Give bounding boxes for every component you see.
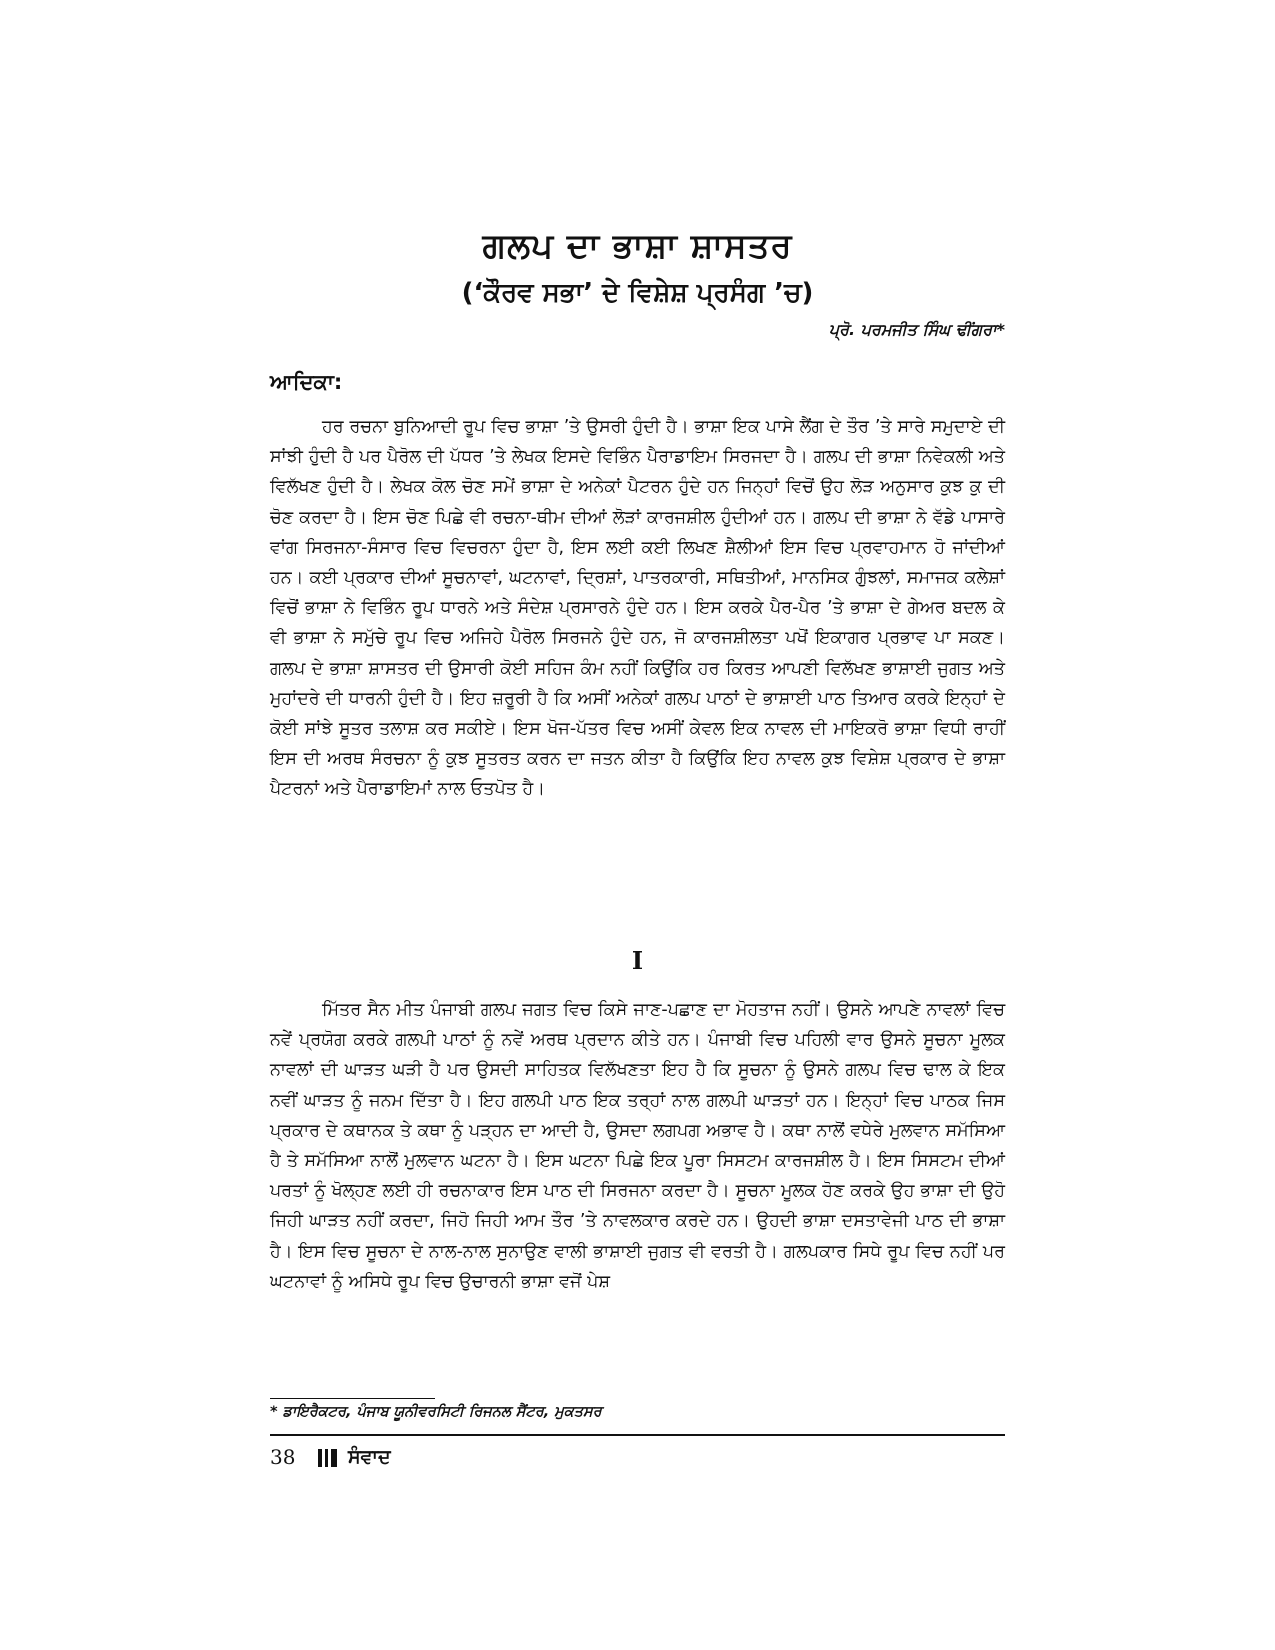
section-heading-intro: ਆਦਿਕਾ: — [270, 370, 343, 394]
article-subtitle: (‘ਕੌਰਵ ਸਭਾ’ ਦੇ ਵਿਸ਼ੇਸ਼ ਪ੍ਰਸੰਗ ’ਚ) — [461, 278, 814, 308]
article-title: ਗਲਪ ਦਾ ਭਾਸ਼ਾ ਸ਼ਾਸਤਰ — [482, 226, 793, 266]
author-name: ਪ੍ਰੋ. ਪਰਮਜੀਤ ਸਿੰਘ ਢੀਂਗਰਾ* — [828, 320, 1005, 339]
journal-mark-icon — [318, 1449, 340, 1467]
section-paragraph: ਮਿੱਤਰ ਸੈਨ ਮੀਤ ਪੰਜਾਬੀ ਗਲਪ ਜਗਤ ਵਿਚ ਕਿਸੇ ਜਾਣ-ਪਛਾਣ ਦਾ ਮੋਹਤਾਜ ਨਹੀਂ। ਉਸਨੇ ਆਪਣੇ ਨਾਵਲਾਂ ਵਿਚ ਨਵੇਂ ਪ੍ਰਯੋਗ ਕਰਕੇ ਗਲਪੀ ਪਾਠਾਂ ਨੂੰ ਨਵੇਂ ਅਰਥ ਪ੍ਰਦਾਨ ਕੀਤੇ ਹਨ। ਪੰਜਾਬੀ ਵਿਚ ਪਹਿਲੀ ਵਾਰ ਉਸਨੇ ਸੂਚਨਾ ਮੂਲਕ ਨਾਵਲਾਂ ਦੀ ਘਾੜਤ ਘੜੀ ਹੈ ਪਰ ਉਸਦੀ ਸਾਹਿਤਕ ਵਿਲੱਖਣਤਾ ਇਹ ਹੈ ਕਿ ਸੂਚਨਾ ਨੂੰ ਉਸਨੇ ਗਲਪ ਵਿਚ ਢਾਲ ਕੇ ਇਕ ਨਵੀਂ ਘਾੜਤ ਨੂੰ ਜਨਮ ਦਿੱਤਾ ਹੈ। ਇਹ ਗਲਪੀ ਪਾਠ ਇਕ ਤਰ੍ਹਾਂ ਨਾਲ ਗਲਪੀ ਘਾੜਤਾਂ ਹਨ। ਇਨ੍ਹਾਂ ਵਿਚ ਪਾਠਕ ਜਿਸ ਪ੍ਰਕਾਰ ਦੇ ਕਥਾਨਕ ਤੇ ਕਥਾ ਨੂੰ ਪੜ੍ਹਨ ਦਾ ਆਦੀ ਹੈ, ਉਸਦਾ ਲਗਪਗ ਅਭਾਵ ਹੈ। ਕਥਾ ਨਾਲੋਂ ਵਧੇਰੇ ਮੁਲਵਾਨ ਸਮੱਸਿਆ ਹੈ ਤੇ ਸਮੱਸਿਆ ਨਾਲੋਂ ਮੁਲਵਾਨ ਘਟਨਾ ਹੈ। ਇਸ ਘਟਨਾ ਪਿਛੇ ਇਕ ਪੂਰਾ ਸਿਸਟਮ ਕਾਰਜਸ਼ੀਲ ਹੈ। ਇਸ ਸਿਸਟਮ ਦੀਆਂ ਪਰਤਾਂ ਨੂੰ ਖੋਲ੍ਹਣ ਲਈ ਹੀ ਰਚਨਾਕਾਰ ਇਸ ਪਾਠ ਦੀ ਸਿਰਜਨਾ ਕਰਦਾ ਹੈ। ਸੂਚਨਾ ਮੂਲਕ ਹੋਣ ਕਰਕੇ ਉਹ ਭਾਸ਼ਾ ਦੀ ਉਹੋ ਜਿਹੀ ਘਾੜਤ ਨਹੀਂ ਕਰਦਾ, ਜਿਹੋ ਜਿਹੀ ਆਮ ਤੌਰ ’ਤੇ ਨਾਵਲਕਾਰ ਕਰਦੇ ਹਨ। ਉਹਦੀ ਭਾਸ਼ਾ ਦਸਤਾਵੇਜੀ ਪਾਠ ਦੀ ਭਾਸ਼ਾ ਹੈ। ਇਸ ਵਿਚ ਸੂਚਨਾ ਦੇ ਨਾਲ-ਨਾਲ ਸੁਨਾਉਣ ਵਾਲੀ ਭਾਸ਼ਾਈ ਜੁਗਤ ਵੀ ਵਰਤੀ ਹੈ। ਗਲਪਕਾਰ ਸਿਧੇ ਰੂਪ ਵਿਚ ਨਹੀਂ ਪਰ ਘਟਨਾਵਾਂ ਨੂੰ ਅਸਿਧੇ ਰੂਪ ਵਿਚ ਉਚਾਰਨੀ ਭਾਸ਼ਾ ਵਜੋਂ ਪੇਸ਼ — [270, 1000, 1005, 1292]
intro-paragraph: ਹਰ ਰਚਨਾ ਬੁਨਿਆਦੀ ਰੂਪ ਵਿਚ ਭਾਸ਼ਾ ’ਤੇ ਉਸਰੀ ਹੁੰਦੀ ਹੈ। ਭਾਸ਼ਾ ਇਕ ਪਾਸੇ ਲੈਂਗ ਦੇ ਤੌਰ ’ਤੇ ਸਾਰੇ ਸਮੁਦਾਏ ਦੀ ਸਾਂਝੀ ਹੁੰਦੀ ਹੈ ਪਰ ਪੈਰੋਲ ਦੀ ਪੱਧਰ ’ਤੇ ਲੇਖਕ ਇਸਦੇ ਵਿਭਿੰਨ ਪੈਰਾਡਾਇਮ ਸਿਰਜਦਾ ਹੈ। ਗਲਪ ਦੀ ਭਾਸ਼ਾ ਨਿਵੇਕਲੀ ਅਤੇ ਵਿਲੱਖਣ ਹੁੰਦੀ ਹੈ। ਲੇਖਕ ਕੋਲ ਚੋਣ ਸਮੇਂ ਭਾਸ਼ਾ ਦੇ ਅਨੇਕਾਂ ਪੈਟਰਨ ਹੁੰਦੇ ਹਨ ਜਿਨ੍ਹਾਂ ਵਿਚੋਂ ਉਹ ਲੋੜ ਅਨੁਸਾਰ ਕੁਝ ਕੁ ਦੀ ਚੋਣ ਕਰਦਾ ਹੈ। ਇਸ ਚੋਣ ਪਿਛੇ ਵੀ ਰਚਨਾ-ਥੀਮ ਦੀਆਂ ਲੋੜਾਂ ਕਾਰਜਸ਼ੀਲ ਹੁੰਦੀਆਂ ਹਨ। ਗਲਪ ਦੀ ਭਾਸ਼ਾ ਨੇ ਵੱਡੇ ਪਾਸਾਰੇ ਵਾਂਗ ਸਿਰਜਨਾ-ਸੰਸਾਰ ਵਿਚ ਵਿਚਰਨਾ ਹੁੰਦਾ ਹੈ, ਇਸ ਲਈ ਕਈ ਲਿਖਣ ਸ਼ੈਲੀਆਂ ਇਸ ਵਿਚ ਪ੍ਰਵਾਹਮਾਨ ਹੋ ਜਾਂਦੀਆਂ ਹਨ। ਕਈ ਪ੍ਰਕਾਰ ਦੀਆਂ ਸੂਚਨਾਵਾਂ, ਘਟਨਾਵਾਂ, ਦ੍ਰਿਸ਼ਾਂ, ਪਾਤਰਕਾਰੀ, ਸਥਿਤੀਆਂ, ਮਾਨਸਿਕ ਗੁੰਝਲਾਂ, ਸਮਾਜਕ ਕਲੇਸ਼ਾਂ ਵਿਚੋਂ ਭਾਸ਼ਾ ਨੇ ਵਿਭਿੰਨ ਰੂਪ ਧਾਰਨੇ ਅਤੇ ਸੰਦੇਸ਼ ਪ੍ਰਸਾਰਨੇ ਹੁੰਦੇ ਹਨ। ਇਸ ਕਰਕੇ ਪੈਰ-ਪੈਰ ’ਤੇ ਭਾਸ਼ਾ ਦੇ ਗੇਅਰ ਬਦਲ ਕੇ ਵੀ ਭਾਸ਼ਾ ਨੇ ਸਮੁੱਚੇ ਰੂਪ ਵਿਚ ਅਜਿਹੇ ਪੈਰੋਲ ਸਿਰਜਨੇ ਹੁੰਦੇ ਹਨ, ਜੋ ਕਾਰਜਸ਼ੀਲਤਾ ਪਖੋਂ ਇਕਾਗਰ ਪ੍ਰਭਾਵ ਪਾ ਸਕਣ। ਗਲਪ ਦੇ ਭਾਸ਼ਾ ਸ਼ਾਸਤਰ ਦੀ ਉਸਾਰੀ ਕੋਈ ਸਹਿਜ ਕੰਮ ਨਹੀਂ ਕਿਉਂਕਿ ਹਰ ਕਿਰਤ ਆਪਣੀ ਵਿਲੱਖਣ ਭਾਸ਼ਾਈ ਜੁਗਤ ਅਤੇ ਮੁਹਾਂਦਰੇ ਦੀ ਧਾਰਨੀ ਹੁੰਦੀ ਹੈ। ਇਹ ਜ਼ਰੂਰੀ ਹੈ ਕਿ ਅਸੀਂ ਅਨੇਕਾਂ ਗਲਪ ਪਾਠਾਂ ਦੇ ਭਾਸ਼ਾਈ ਪਾਠ ਤਿਆਰ ਕਰਕੇ ਇਨ੍ਹਾਂ ਦੇ ਕੋਈ ਸਾਂਝੇ ਸੂਤਰ ਤਲਾਸ਼ ਕਰ ਸਕੀਏ। ਇਸ ਖੋਜ-ਪੱਤਰ ਵਿਚ ਅਸੀਂ ਕੇਵਲ ਇਕ ਨਾਵਲ ਦੀ ਮਾਇਕਰੋ ਭਾਸ਼ਾ ਵਿਧੀ ਰਾਹੀਂ ਇਸ ਦੀ ਅਰਥ ਸੰਰਚਨਾ ਨੂੰ ਕੁਝ ਸੂਤਰਤ ਕਰਨ ਦਾ ਜਤਨ ਕੀਤਾ ਹੈ ਕਿਉਂਕਿ ਇਹ ਨਾਵਲ ਕੁਝ ਵਿਸ਼ੇਸ਼ ਪ੍ਰਕਾਰ ਦੇ ਭਾਸ਼ਾ ਪੈਟਰਨਾਂ ਅਤੇ ਪੈਰਾਡਾਇਮਾਂ ਨਾਲ ਓਤਪੋਤ ਹੈ। — [270, 417, 1005, 800]
journal-name: ਸੰਵਾਦ — [348, 1446, 391, 1468]
page-number: 38 — [270, 1445, 296, 1469]
section-numeral: I — [631, 946, 644, 975]
footnote: * ਡਾਇਰੈਕਟਰ, ਪੰਜਾਬ ਯੂਨੀਵਰਸਿਟੀ ਰਿਜਨਲ ਸੈਂਟਰ, ਮੁਕਤਸਰ — [270, 1404, 602, 1420]
footnote-divider — [270, 1398, 435, 1399]
footer-divider — [270, 1434, 1005, 1436]
